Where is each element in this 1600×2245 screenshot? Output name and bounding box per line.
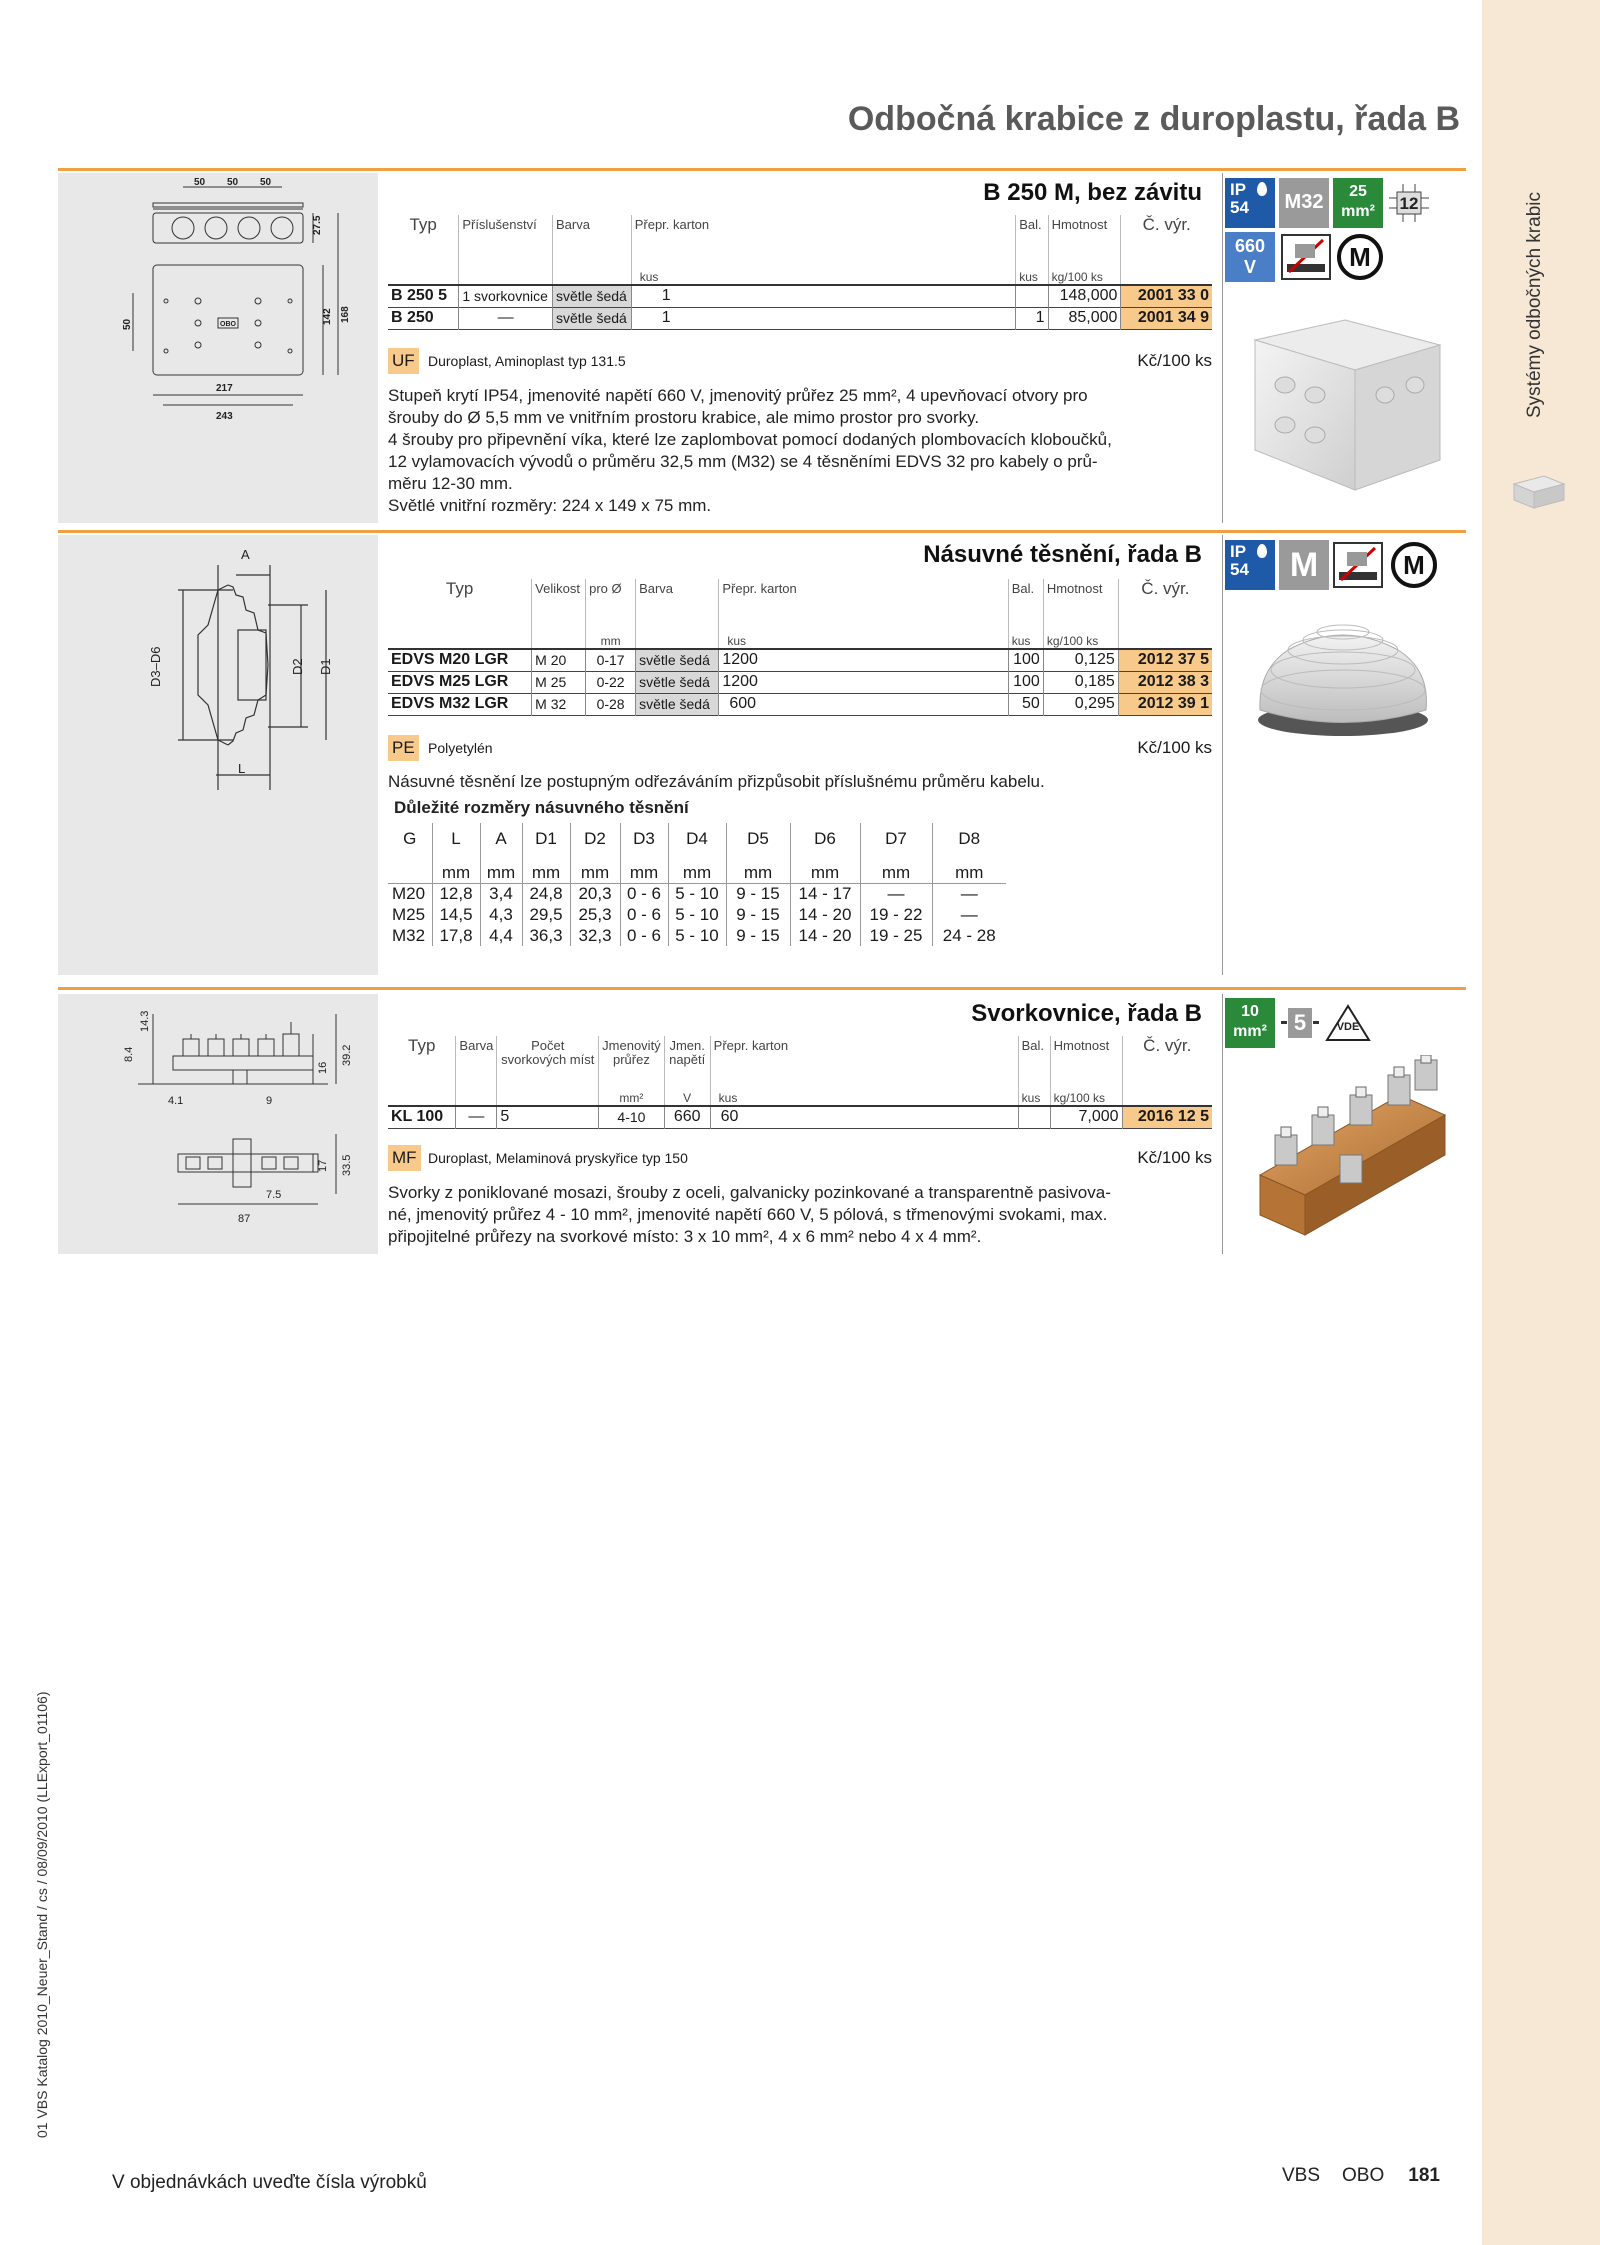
unit-hmotnost: kg/100 ks [1050, 1084, 1122, 1106]
unit-karton: kus [631, 263, 1015, 285]
page-title: Odbočná krabice z duroplastu, řada B [847, 100, 1460, 138]
section2-description: Násuvné těsnění lze postupným odřezáváním přizpůsobit příslušnému průměru kabelu. [388, 772, 1045, 791]
table-row: M32 17,8 4,4 36,3 32,3 0 - 6 5 - 10 9 - 15 14 - 20 19 - 25 24 - 28 [388, 925, 1006, 946]
table-row: M25 14,5 4,3 29,5 25,3 0 - 6 5 - 10 9 - 15 14 - 20 19 - 22 — [388, 904, 1006, 925]
section-divider [58, 987, 1466, 990]
col-typ: Typ [445, 579, 474, 598]
dim-16: 16 [317, 1061, 329, 1074]
halogen-free-icon [1333, 542, 1383, 588]
unit-hmotnost: kg/100 ks [1043, 627, 1118, 649]
dim-a: A [241, 547, 250, 562]
dim-17: 17 [317, 1159, 329, 1172]
water-drop-icon [1257, 182, 1267, 196]
dim-142: 142 [322, 308, 333, 325]
dim-14-3: 14.3 [139, 1010, 151, 1032]
col-napeti: Jmen. napětí [664, 1036, 710, 1084]
unit-bal: kus [1008, 627, 1043, 649]
dim-217: 217 [216, 383, 233, 394]
col-barva: Barva [456, 1036, 497, 1084]
dim-l: L [238, 761, 246, 776]
material-desc: Polyetylén [428, 740, 493, 756]
col-bal: Bal. [1016, 215, 1048, 263]
section1-description: Stupeň krytí IP54, jmenovité napětí 660 V, jmenovitý průřez 25 mm², 4 upevňovací otvory pro šrouby do Ø 5,5 mm ve vnitřním prostoru krabice, ale mimo prostor pro svorky. 4 šrouby pro připevnění víka, které lze zaplombovat pomocí dodaných plombovacích kloboučků, 12 vylamovacích vývodů o průměru 32,5 mm (M32) se 4 těsněními EDVS 32 pro kabely o prů- měru 12-30 mm. Světlé vnitřní rozměry: 224 x 149 x 75 mm. [388, 386, 1112, 515]
price-unit: Kč/100 ks [1137, 738, 1212, 757]
col-typ: Typ [409, 215, 437, 234]
col-bal: Bal. [1018, 1036, 1050, 1084]
material-code: PE [388, 735, 419, 761]
col-bal: Bal. [1008, 579, 1043, 627]
footer-note: V objednávkách uveďte čísla výrobků [112, 2172, 427, 2193]
unit-bal: kus [1016, 263, 1048, 285]
section1 [388, 173, 1212, 523]
col-cislo: Č. výr. [1118, 579, 1212, 627]
column-divider [1222, 994, 1223, 1254]
dim-50-left: 50 [122, 318, 133, 330]
unit-hmotnost: kg/100 ks [1048, 263, 1121, 285]
section2-title: Násuvné těsnění, řada B [923, 541, 1202, 568]
material-code: UF [388, 348, 419, 374]
vertical-meta: 01 VBS Katalog 2010_Neuer_Stand / cs / 08/09/2010 (LLExport_01106) [34, 1691, 50, 2138]
page-number: 181 [1408, 2165, 1440, 2186]
ip54-badge: IP 54 [1225, 178, 1275, 228]
col-pocet: Počet svorkových míst [497, 1036, 599, 1084]
col-hmotnost: Hmotnost [1043, 579, 1118, 627]
col-hmotnost: Hmotnost [1050, 1036, 1122, 1084]
section2-material [388, 735, 1212, 761]
section1-table [388, 215, 1212, 330]
ip54-badge: IP 54 [1225, 540, 1275, 590]
junction-box-thumbnail [1510, 470, 1568, 510]
price-unit: Kč/100 ks [1137, 1148, 1212, 1167]
m32-badge: M32 [1279, 178, 1329, 228]
section3-material [388, 1145, 1212, 1171]
water-drop-icon [1257, 544, 1267, 558]
section1-title: B 250 M, bez závitu [983, 179, 1202, 206]
dims-title: Důležité rozměry násuvného těsnění [394, 798, 689, 817]
vde-mark-icon: VDE [1325, 1004, 1371, 1042]
table-row: EDVS M32 LGR M 32 0-28 světle šedá 600 50 0,295 2012 39 1 [388, 693, 1212, 715]
col-pro: pro Ø [586, 579, 636, 627]
col-prislusenstvi: Příslušenství [459, 215, 553, 263]
unit-pro: mm [586, 627, 636, 649]
col-karton: Přepr. karton [719, 579, 1008, 627]
col-cislo: Č. výr. [1122, 1036, 1212, 1084]
dim-50-c: 50 [260, 177, 272, 188]
price-unit: Kč/100 ks [1137, 351, 1212, 370]
section1-drawing [58, 173, 378, 523]
footer-obo: OBO [1342, 2165, 1385, 2186]
table-row: EDVS M25 LGR M 25 0-22 světle šedá 1200 100 0,185 2012 38 3 [388, 671, 1212, 693]
table-row: M20 12,8 3,4 24,8 20,3 0 - 6 5 - 10 9 - 15 14 - 17 — — [388, 883, 1006, 904]
dims-table: G L A D1 D2 D3 D4 D5 D6 D7 D8 mm mm mm mm mm mm mm mm mm mm M20 12,8 3,4 24,8 20,3 0 - 6 5 - 10 9 - 15 14 - 17 — — M25 14,5 4,3 29,5 25,3 0 - 6 5 - 10 9 - 15 14 - 20 19 - 22 — M32 17,8 4,4 36,3 32,3 0 - 6 5 - 10 9 - 15 14 - 20 19 - 25 24 - 28 [388, 823, 1006, 946]
col-cislo: Č. výr. [1121, 215, 1212, 263]
unit-prurez: mm² [599, 1084, 665, 1106]
col-hmotnost: Hmotnost [1048, 215, 1121, 263]
side-label: Systémy odbočných krabic [1524, 192, 1545, 418]
dim-50-a: 50 [194, 177, 206, 188]
pole-count-icon: 5 [1281, 1008, 1317, 1038]
dim-7-5: 7.5 [266, 1189, 282, 1201]
dim-d3-d6: D3–D6 [148, 646, 163, 687]
col-karton: Přepr. karton [631, 215, 1015, 263]
m-size-badge: M [1279, 540, 1329, 590]
section-divider [58, 168, 1466, 171]
voltage-badge: 660 V [1225, 232, 1275, 282]
junction-box-photo [1245, 300, 1445, 500]
dim-243: 243 [216, 411, 233, 422]
dim-d2: D2 [290, 658, 305, 675]
section3-title: Svorkovnice, řada B [971, 1000, 1202, 1027]
dim-4-1: 4.1 [168, 1095, 184, 1107]
section3 [388, 994, 1212, 1254]
table-row: B 250 5 1 svorkovnice světle šedá 1 148,000 2001 33 0 [388, 285, 1212, 307]
dim-39-2: 39.2 [341, 1044, 353, 1066]
section3-description: Svorky z poniklované mosazi, šrouby z oceli, galvanicky pozinkované a transparentně pasivova- né, jmenovitý průřez 4 - 10 mm², jmenovité napětí 660 V, 5 pólová, s třmenovými svokami, max. připojitelné průřezy na svorkové místo: 3 x 10 mm², 4 x 6 mm² nebo 4 x 4 mm². [388, 1183, 1111, 1246]
knockout-count-icon: 12 [1387, 184, 1431, 222]
col-barva: Barva [636, 579, 719, 627]
footer-brand [1282, 2165, 1440, 2187]
section3-drawing [58, 994, 378, 1254]
halogen-free-icon [1281, 234, 1331, 280]
dim-87: 87 [238, 1213, 251, 1225]
m-mark-icon: M [1391, 542, 1437, 588]
material-desc: Duroplast, Aminoplast typ 131.5 [428, 353, 626, 369]
col-karton: Přepr. karton [710, 1036, 1018, 1084]
material-desc: Duroplast, Melaminová pryskyřice typ 150 [428, 1150, 688, 1166]
grommet-photo [1248, 610, 1438, 740]
unit-bal: kus [1018, 1084, 1050, 1106]
section2 [388, 535, 1212, 975]
col-prurez: Jmenovitý průřez [599, 1036, 665, 1084]
dim-50-b: 50 [227, 177, 239, 188]
dim-27-5: 27.5 [312, 215, 323, 235]
unit-napeti: V [664, 1084, 710, 1106]
cross-section-badge: 25 mm² [1333, 178, 1383, 228]
table-row: EDVS M20 LGR M 20 0-17 světle šedá 1200 100 0,125 2012 37 5 [388, 649, 1212, 671]
unit-karton: kus [710, 1084, 1018, 1106]
section1-material [388, 348, 1212, 374]
col-velikost: Velikost [532, 579, 586, 627]
section2-drawing [58, 535, 378, 975]
dim-168: 168 [340, 306, 351, 323]
section2-table [388, 579, 1212, 716]
dim-33-5: 33.5 [341, 1154, 353, 1176]
dim-8-4: 8.4 [123, 1046, 135, 1062]
material-code: MF [388, 1145, 421, 1171]
dim-9: 9 [266, 1095, 273, 1107]
cross-section-badge: 10 mm² [1225, 998, 1275, 1048]
terminal-block-photo [1250, 1055, 1450, 1245]
section3-table [388, 1036, 1212, 1129]
column-divider [1222, 535, 1223, 975]
box-logo: OBO [220, 321, 236, 328]
table-row: B 250 — světle šedá 1 1 85,000 2001 34 9 [388, 307, 1212, 329]
col-typ: Typ [408, 1036, 436, 1055]
col-barva: Barva [552, 215, 631, 263]
column-divider [1222, 173, 1223, 523]
dim-d1: D1 [318, 658, 333, 675]
table-row: KL 100 — 5 4-10 660 60 7,000 2016 12 5 [388, 1106, 1212, 1128]
m-mark-icon: M [1337, 234, 1383, 280]
unit-karton: kus [719, 627, 1008, 649]
section-divider [58, 530, 1466, 533]
footer-vbs: VBS [1282, 2165, 1321, 2186]
